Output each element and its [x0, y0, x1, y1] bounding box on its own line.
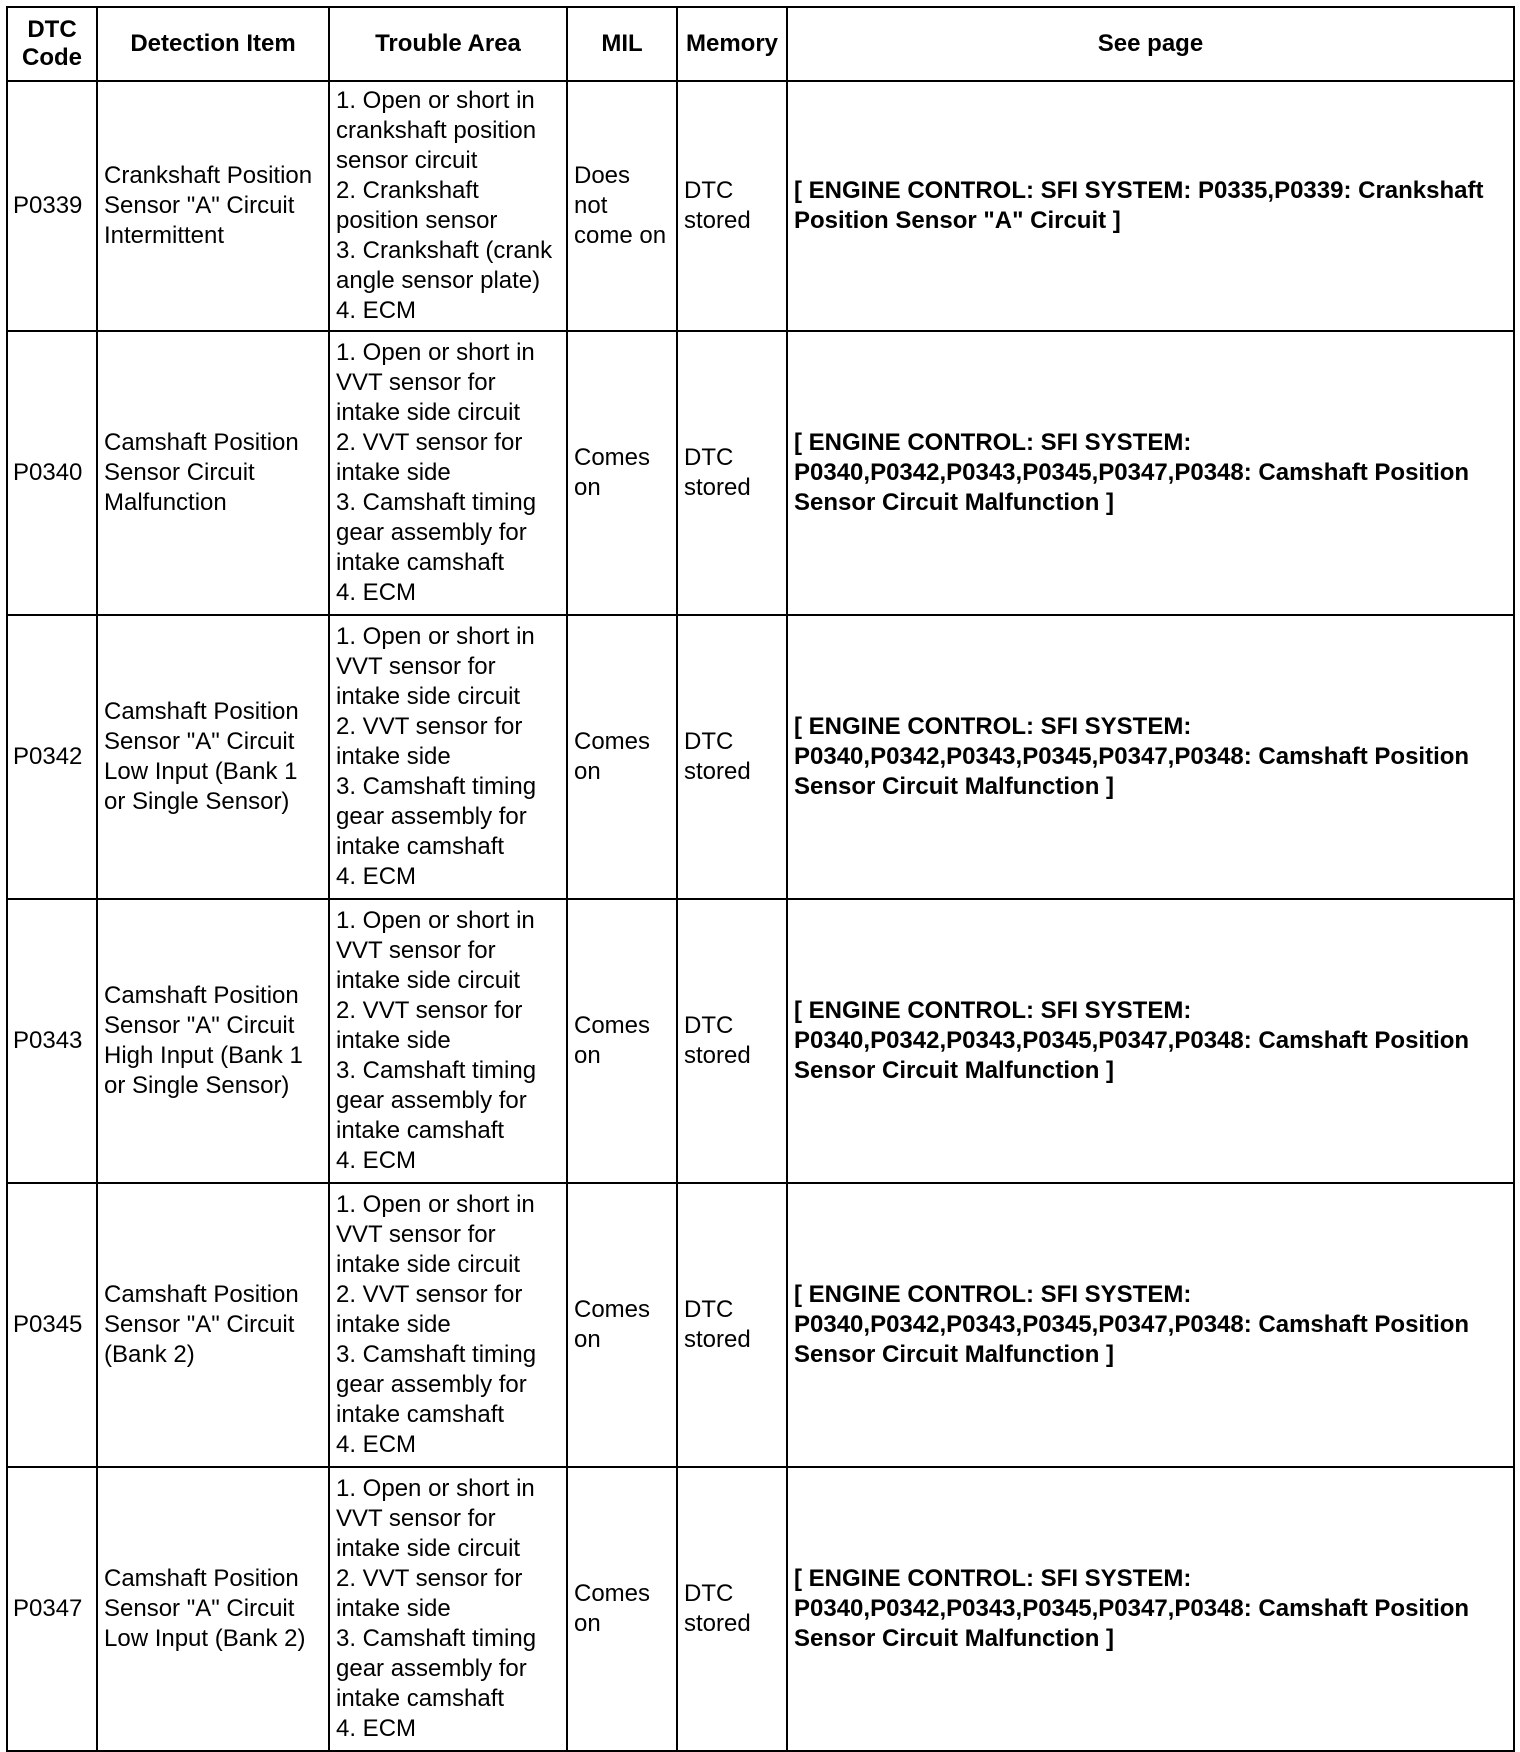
trouble-area-item: 4. ECM	[336, 1431, 417, 1458]
trouble-area-item: 2. VVT sensor for intake side	[336, 1281, 523, 1338]
trouble-area	[329, 615, 567, 899]
header-detection-item: Detection Item	[97, 7, 329, 81]
detection-item: Crankshaft Position Sensor "A" Circuit Intermittent	[97, 81, 329, 331]
trouble-area-item: 4. ECM	[336, 1147, 417, 1174]
trouble-area-item: 1. Open or short in VVT sensor for intake side circuit	[336, 907, 535, 994]
see-page-link[interactable]: [ ENGINE CONTROL: SFI SYSTEM: P0340,P0342,P0343,P0345,P0347,P0348: Camshaft Position Sensor Circuit Malfunction ]	[787, 899, 1514, 1183]
table-row	[7, 899, 1514, 1183]
trouble-area-item: 4. ECM	[336, 579, 417, 606]
dtc-code: P0345	[7, 1183, 97, 1467]
memory-status: DTC stored	[677, 81, 787, 331]
trouble-area	[329, 1467, 567, 1751]
header-memory: Memory	[677, 7, 787, 81]
dtc-code: P0347	[7, 1467, 97, 1751]
detection-item: Camshaft Position Sensor Circuit Malfunction	[97, 331, 329, 615]
table-row	[7, 1467, 1514, 1751]
header-dtc-code: DTC Code	[7, 7, 97, 81]
trouble-area-item: 3. Camshaft timing gear assembly for intake camshaft	[336, 489, 537, 576]
trouble-area-item: 4. ECM	[336, 863, 417, 890]
table-header-row	[7, 7, 1514, 81]
table-row	[7, 1183, 1514, 1467]
dtc-code: P0340	[7, 331, 97, 615]
trouble-area	[329, 1183, 567, 1467]
mil-status: Comes on	[567, 1467, 677, 1751]
trouble-area-item: 1. Open or short in VVT sensor for intake side circuit	[336, 623, 535, 710]
table-row	[7, 81, 1514, 331]
trouble-area-item: 4. ECM	[336, 297, 417, 324]
dtc-code: P0342	[7, 615, 97, 899]
trouble-area-item: 3. Camshaft timing gear assembly for intake camshaft	[336, 773, 537, 860]
header-see-page: See page	[787, 7, 1514, 81]
table-row	[7, 615, 1514, 899]
trouble-area-item: 3. Camshaft timing gear assembly for intake camshaft	[336, 1625, 537, 1712]
trouble-area-item: 2. VVT sensor for intake side	[336, 997, 523, 1054]
see-page-link[interactable]: [ ENGINE CONTROL: SFI SYSTEM: P0335,P0339: Crankshaft Position Sensor "A" Circuit ]	[787, 81, 1514, 331]
dtc-code: P0339	[7, 81, 97, 331]
memory-status: DTC stored	[677, 899, 787, 1183]
trouble-area-item: 3. Crankshaft (crank angle sensor plate)	[336, 237, 553, 294]
dtc-table	[6, 6, 1515, 1752]
detection-item: Camshaft Position Sensor "A" Circuit Low Input (Bank 1 or Single Sensor)	[97, 615, 329, 899]
mil-status: Comes on	[567, 899, 677, 1183]
memory-status: DTC stored	[677, 331, 787, 615]
trouble-area-item: 1. Open or short in VVT sensor for intake side circuit	[336, 339, 535, 426]
mil-status: Comes on	[567, 615, 677, 899]
memory-status: DTC stored	[677, 1183, 787, 1467]
trouble-area-item: 3. Camshaft timing gear assembly for intake camshaft	[336, 1341, 537, 1428]
trouble-area	[329, 331, 567, 615]
trouble-area-item: 2. VVT sensor for intake side	[336, 713, 523, 770]
mil-status: Comes on	[567, 1183, 677, 1467]
mil-status: Does not come on	[567, 81, 677, 331]
trouble-area-item: 1. Open or short in VVT sensor for intake side circuit	[336, 1191, 535, 1278]
trouble-area-item: 1. Open or short in crankshaft position sensor circuit	[336, 87, 537, 174]
memory-status: DTC stored	[677, 615, 787, 899]
detection-item: Camshaft Position Sensor "A" Circuit High Input (Bank 1 or Single Sensor)	[97, 899, 329, 1183]
dtc-code: P0343	[7, 899, 97, 1183]
trouble-area	[329, 899, 567, 1183]
header-mil: MIL	[567, 7, 677, 81]
memory-status: DTC stored	[677, 1467, 787, 1751]
table-row	[7, 331, 1514, 615]
detection-item: Camshaft Position Sensor "A" Circuit (Bank 2)	[97, 1183, 329, 1467]
see-page-link[interactable]: [ ENGINE CONTROL: SFI SYSTEM: P0340,P0342,P0343,P0345,P0347,P0348: Camshaft Position Sensor Circuit Malfunction ]	[787, 1183, 1514, 1467]
trouble-area-item: 2. Crankshaft position sensor	[336, 177, 498, 234]
trouble-area-item: 2. VVT sensor for intake side	[336, 1565, 523, 1622]
trouble-area-item: 4. ECM	[336, 1715, 417, 1742]
mil-status: Comes on	[567, 331, 677, 615]
see-page-link[interactable]: [ ENGINE CONTROL: SFI SYSTEM: P0340,P0342,P0343,P0345,P0347,P0348: Camshaft Position Sensor Circuit Malfunction ]	[787, 1467, 1514, 1751]
see-page-link[interactable]: [ ENGINE CONTROL: SFI SYSTEM: P0340,P0342,P0343,P0345,P0347,P0348: Camshaft Position Sensor Circuit Malfunction ]	[787, 615, 1514, 899]
trouble-area	[329, 81, 567, 331]
header-trouble-area: Trouble Area	[329, 7, 567, 81]
trouble-area-item: 1. Open or short in VVT sensor for intake side circuit	[336, 1475, 535, 1562]
trouble-area-item: 2. VVT sensor for intake side	[336, 429, 523, 486]
see-page-link[interactable]: [ ENGINE CONTROL: SFI SYSTEM: P0340,P0342,P0343,P0345,P0347,P0348: Camshaft Position Sensor Circuit Malfunction ]	[787, 331, 1514, 615]
detection-item: Camshaft Position Sensor "A" Circuit Low Input (Bank 2)	[97, 1467, 329, 1751]
trouble-area-item: 3. Camshaft timing gear assembly for intake camshaft	[336, 1057, 537, 1144]
